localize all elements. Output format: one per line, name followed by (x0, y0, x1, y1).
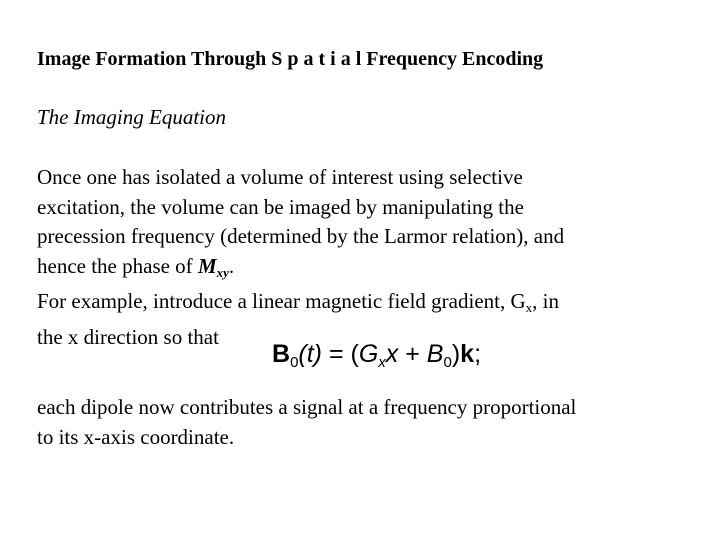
eq-equals: = ( (322, 340, 359, 368)
eq-b-subscript: 0 (290, 354, 299, 371)
eq-time-arg: (t) (298, 340, 323, 368)
body-line: each dipole now contributes a signal at a frequency proportional (37, 395, 577, 419)
text-fragment: hence the phase of (37, 253, 198, 278)
eq-plus: + (398, 340, 427, 368)
text-fragment: . (228, 253, 235, 278)
body-line: the x direction so that (37, 324, 219, 349)
magnetization-symbol: M (197, 253, 217, 278)
body-paragraph (37, 163, 687, 352)
body-line: Once one has isolated a volume of interest using selective (37, 165, 523, 189)
body-line-phase (37, 252, 687, 288)
eq-k-vector: k (460, 340, 475, 368)
text-fragment: For example, introduce a linear magnetic field gradient, G (37, 289, 526, 313)
eq-g-symbol: G (358, 340, 379, 368)
imaging-equation (272, 340, 481, 371)
gradient-subscript: x (525, 300, 533, 315)
slide-title: Image Formation Through S p a t i a l Frequency Encoding (37, 48, 544, 70)
eq-b-symbol: B (272, 340, 291, 368)
eq-b0-subscript: 0 (443, 354, 452, 371)
body-line: precession frequency (determined by the Larmor relation), and (37, 224, 565, 248)
eq-x-term: x (385, 340, 399, 368)
body-paragraph (37, 393, 687, 452)
eq-g-subscript: x (378, 354, 386, 371)
magnetization-subscript: xy (216, 264, 229, 280)
eq-b0-symbol: B (426, 340, 444, 368)
body-line-gradient (37, 287, 687, 323)
body-line: to its x-axis coordinate. (37, 424, 235, 449)
eq-close-paren: ) (451, 340, 461, 368)
eq-semicolon: ; (474, 340, 482, 368)
slide-subtitle: The Imaging Equation (37, 105, 226, 129)
text-fragment: , in (532, 289, 559, 313)
body-line: excitation, the volume can be imaged by manipulating the (37, 194, 524, 219)
